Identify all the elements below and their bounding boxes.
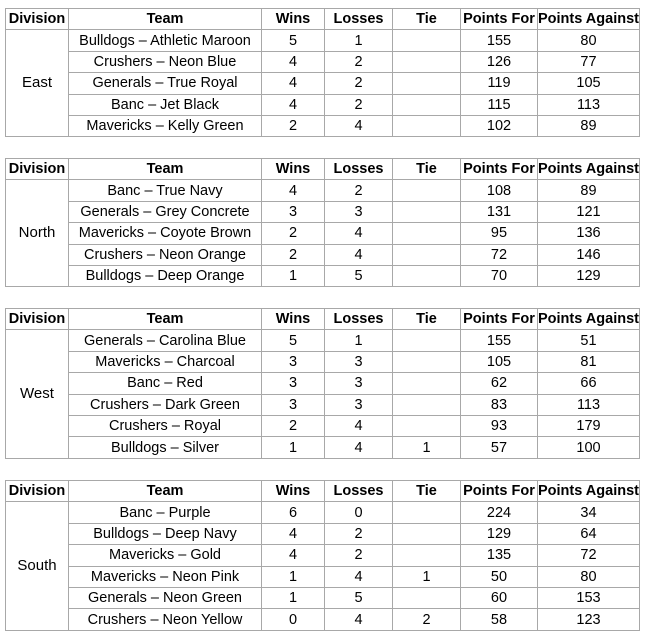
losses-cell: 1 xyxy=(325,30,393,51)
team-cell: Banc – Red xyxy=(69,373,262,394)
header-losses: Losses xyxy=(325,481,393,502)
header-tie: Tie xyxy=(393,309,461,330)
header-division: Division xyxy=(6,481,69,502)
table-row xyxy=(6,180,640,201)
table-row xyxy=(6,73,640,94)
team-cell: Generals – Neon Green xyxy=(69,587,262,608)
header-wins: Wins xyxy=(262,159,325,180)
points-against-cell: 80 xyxy=(538,30,640,51)
table-row xyxy=(6,437,640,458)
header-points-against: Points Against xyxy=(538,159,640,180)
wins-cell: 2 xyxy=(262,115,325,136)
wins-cell: 2 xyxy=(262,244,325,265)
points-against-cell: 89 xyxy=(538,180,640,201)
team-cell: Mavericks – Kelly Green xyxy=(69,115,262,136)
points-for-cell: 131 xyxy=(461,201,538,222)
points-for-cell: 62 xyxy=(461,373,538,394)
header-losses: Losses xyxy=(325,159,393,180)
points-against-cell: 146 xyxy=(538,244,640,265)
losses-cell: 5 xyxy=(325,265,393,286)
header-row xyxy=(6,9,640,30)
team-cell: Crushers – Neon Yellow xyxy=(69,609,262,630)
division-table-east xyxy=(5,8,640,137)
wins-cell: 6 xyxy=(262,502,325,523)
points-for-cell: 155 xyxy=(461,30,538,51)
table-row xyxy=(6,523,640,544)
points-against-cell: 34 xyxy=(538,502,640,523)
points-against-cell: 121 xyxy=(538,201,640,222)
losses-cell: 4 xyxy=(325,437,393,458)
losses-cell: 2 xyxy=(325,180,393,201)
points-against-cell: 136 xyxy=(538,223,640,244)
losses-cell: 3 xyxy=(325,394,393,415)
losses-cell: 2 xyxy=(325,545,393,566)
wins-cell: 1 xyxy=(262,265,325,286)
tie-cell xyxy=(393,94,461,115)
tie-cell: 1 xyxy=(393,437,461,458)
header-tie: Tie xyxy=(393,9,461,30)
team-cell: Bulldogs – Deep Navy xyxy=(69,523,262,544)
table-row xyxy=(6,115,640,136)
points-against-cell: 51 xyxy=(538,330,640,351)
tie-cell xyxy=(393,373,461,394)
points-against-cell: 64 xyxy=(538,523,640,544)
points-against-cell: 66 xyxy=(538,373,640,394)
table-row xyxy=(6,609,640,630)
division-table-south xyxy=(5,480,640,631)
division-table-west xyxy=(5,308,640,459)
team-cell: Crushers – Dark Green xyxy=(69,394,262,415)
header-row xyxy=(6,481,640,502)
division-table-north xyxy=(5,158,640,287)
team-cell: Bulldogs – Deep Orange xyxy=(69,265,262,286)
table-row xyxy=(6,394,640,415)
team-cell: Bulldogs – Silver xyxy=(69,437,262,458)
points-for-cell: 60 xyxy=(461,587,538,608)
points-against-cell: 77 xyxy=(538,51,640,72)
team-cell: Crushers – Neon Orange xyxy=(69,244,262,265)
division-name: East xyxy=(6,30,69,137)
points-against-cell: 89 xyxy=(538,115,640,136)
header-tie: Tie xyxy=(393,481,461,502)
losses-cell: 4 xyxy=(325,223,393,244)
points-against-cell: 105 xyxy=(538,73,640,94)
points-for-cell: 72 xyxy=(461,244,538,265)
wins-cell: 0 xyxy=(262,609,325,630)
header-points-for: Points For xyxy=(461,9,538,30)
team-cell: Generals – Carolina Blue xyxy=(69,330,262,351)
header-losses: Losses xyxy=(325,9,393,30)
team-cell: Banc – True Navy xyxy=(69,180,262,201)
losses-cell: 3 xyxy=(325,201,393,222)
points-against-cell: 100 xyxy=(538,437,640,458)
wins-cell: 1 xyxy=(262,437,325,458)
table-row xyxy=(6,244,640,265)
wins-cell: 3 xyxy=(262,201,325,222)
header-points-for: Points For xyxy=(461,309,538,330)
header-losses: Losses xyxy=(325,309,393,330)
header-team: Team xyxy=(69,481,262,502)
team-cell: Generals – Grey Concrete xyxy=(69,201,262,222)
table-row xyxy=(6,94,640,115)
tie-cell xyxy=(393,330,461,351)
header-points-against: Points Against xyxy=(538,9,640,30)
points-for-cell: 102 xyxy=(461,115,538,136)
points-for-cell: 119 xyxy=(461,73,538,94)
losses-cell: 3 xyxy=(325,351,393,372)
points-against-cell: 113 xyxy=(538,394,640,415)
team-cell: Banc – Purple xyxy=(69,502,262,523)
table-row xyxy=(6,51,640,72)
wins-cell: 3 xyxy=(262,351,325,372)
points-for-cell: 58 xyxy=(461,609,538,630)
tie-cell xyxy=(393,351,461,372)
team-cell: Mavericks – Charcoal xyxy=(69,351,262,372)
team-cell: Mavericks – Coyote Brown xyxy=(69,223,262,244)
table-row xyxy=(6,330,640,351)
losses-cell: 2 xyxy=(325,94,393,115)
wins-cell: 4 xyxy=(262,545,325,566)
tie-cell xyxy=(393,523,461,544)
table-row xyxy=(6,415,640,436)
header-team: Team xyxy=(69,9,262,30)
losses-cell: 4 xyxy=(325,566,393,587)
points-for-cell: 224 xyxy=(461,502,538,523)
points-against-cell: 72 xyxy=(538,545,640,566)
wins-cell: 2 xyxy=(262,223,325,244)
wins-cell: 4 xyxy=(262,73,325,94)
tie-cell xyxy=(393,502,461,523)
header-wins: Wins xyxy=(262,481,325,502)
team-cell: Mavericks – Gold xyxy=(69,545,262,566)
wins-cell: 1 xyxy=(262,587,325,608)
team-cell: Mavericks – Neon Pink xyxy=(69,566,262,587)
tie-cell xyxy=(393,201,461,222)
points-against-cell: 123 xyxy=(538,609,640,630)
team-cell: Generals – True Royal xyxy=(69,73,262,94)
losses-cell: 1 xyxy=(325,330,393,351)
table-row xyxy=(6,373,640,394)
points-for-cell: 126 xyxy=(461,51,538,72)
tie-cell xyxy=(393,51,461,72)
table-row xyxy=(6,566,640,587)
header-division: Division xyxy=(6,159,69,180)
losses-cell: 2 xyxy=(325,523,393,544)
tie-cell: 1 xyxy=(393,566,461,587)
points-against-cell: 113 xyxy=(538,94,640,115)
points-for-cell: 83 xyxy=(461,394,538,415)
points-for-cell: 135 xyxy=(461,545,538,566)
table-row xyxy=(6,351,640,372)
table-row xyxy=(6,30,640,51)
wins-cell: 4 xyxy=(262,51,325,72)
division-name: West xyxy=(6,330,69,458)
losses-cell: 2 xyxy=(325,51,393,72)
points-for-cell: 50 xyxy=(461,566,538,587)
points-against-cell: 81 xyxy=(538,351,640,372)
table-row xyxy=(6,201,640,222)
division-name: South xyxy=(6,502,69,630)
header-row xyxy=(6,309,640,330)
header-division: Division xyxy=(6,309,69,330)
points-for-cell: 105 xyxy=(461,351,538,372)
header-wins: Wins xyxy=(262,309,325,330)
wins-cell: 4 xyxy=(262,180,325,201)
losses-cell: 4 xyxy=(325,609,393,630)
losses-cell: 0 xyxy=(325,502,393,523)
tie-cell: 2 xyxy=(393,609,461,630)
points-against-cell: 80 xyxy=(538,566,640,587)
points-against-cell: 179 xyxy=(538,415,640,436)
header-points-for: Points For xyxy=(461,481,538,502)
tie-cell xyxy=(393,180,461,201)
header-points-against: Points Against xyxy=(538,481,640,502)
tie-cell xyxy=(393,545,461,566)
losses-cell: 4 xyxy=(325,115,393,136)
header-team: Team xyxy=(69,309,262,330)
points-for-cell: 70 xyxy=(461,265,538,286)
tie-cell xyxy=(393,415,461,436)
tie-cell xyxy=(393,587,461,608)
tie-cell xyxy=(393,265,461,286)
points-against-cell: 129 xyxy=(538,265,640,286)
tie-cell xyxy=(393,223,461,244)
team-cell: Crushers – Neon Blue xyxy=(69,51,262,72)
points-against-cell: 153 xyxy=(538,587,640,608)
wins-cell: 3 xyxy=(262,394,325,415)
table-row xyxy=(6,502,640,523)
tie-cell xyxy=(393,394,461,415)
wins-cell: 2 xyxy=(262,415,325,436)
header-team: Team xyxy=(69,159,262,180)
losses-cell: 4 xyxy=(325,415,393,436)
wins-cell: 4 xyxy=(262,523,325,544)
points-for-cell: 108 xyxy=(461,180,538,201)
tie-cell xyxy=(393,30,461,51)
table-row xyxy=(6,223,640,244)
header-row xyxy=(6,159,640,180)
points-for-cell: 155 xyxy=(461,330,538,351)
table-row xyxy=(6,545,640,566)
header-division: Division xyxy=(6,9,69,30)
tie-cell xyxy=(393,73,461,94)
division-name: North xyxy=(6,180,69,287)
team-cell: Bulldogs – Athletic Maroon xyxy=(69,30,262,51)
header-tie: Tie xyxy=(393,159,461,180)
losses-cell: 4 xyxy=(325,244,393,265)
losses-cell: 2 xyxy=(325,73,393,94)
points-for-cell: 93 xyxy=(461,415,538,436)
table-row xyxy=(6,587,640,608)
tie-cell xyxy=(393,115,461,136)
wins-cell: 5 xyxy=(262,30,325,51)
header-points-against: Points Against xyxy=(538,309,640,330)
points-for-cell: 115 xyxy=(461,94,538,115)
tie-cell xyxy=(393,244,461,265)
header-points-for: Points For xyxy=(461,159,538,180)
points-for-cell: 95 xyxy=(461,223,538,244)
wins-cell: 3 xyxy=(262,373,325,394)
points-for-cell: 129 xyxy=(461,523,538,544)
wins-cell: 4 xyxy=(262,94,325,115)
points-for-cell: 57 xyxy=(461,437,538,458)
losses-cell: 3 xyxy=(325,373,393,394)
header-wins: Wins xyxy=(262,9,325,30)
team-cell: Crushers – Royal xyxy=(69,415,262,436)
wins-cell: 1 xyxy=(262,566,325,587)
wins-cell: 5 xyxy=(262,330,325,351)
losses-cell: 5 xyxy=(325,587,393,608)
table-row xyxy=(6,265,640,286)
team-cell: Banc – Jet Black xyxy=(69,94,262,115)
